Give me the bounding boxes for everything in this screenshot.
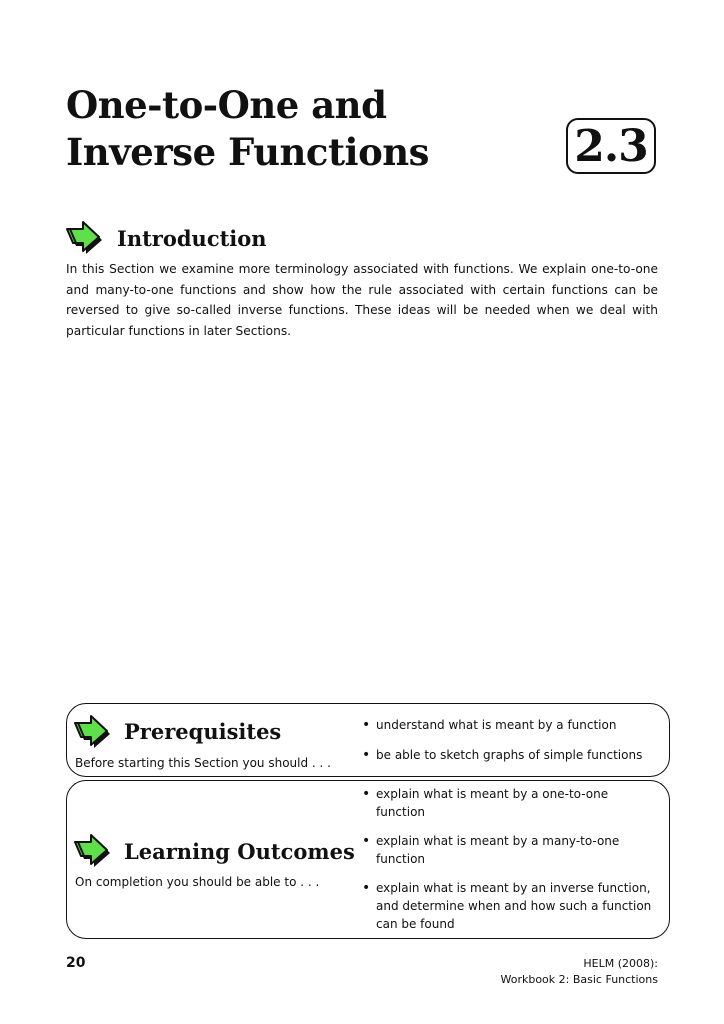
page-title <box>66 82 429 176</box>
learning-outcomes-heading: Learning Outcomes <box>124 839 355 864</box>
title-line-2: Inverse Functions <box>66 130 429 174</box>
green-arrow-icon <box>66 220 106 256</box>
learning-outcomes-list <box>360 785 652 933</box>
list-item: • understand what is meant by a function <box>360 716 660 734</box>
learning-outcomes-subtext: On completion you should be able to . . . <box>75 875 320 889</box>
list-item: • explain what is meant by a one-to-one function <box>360 785 652 821</box>
section-number-badge: 2.3 <box>566 118 656 174</box>
list-item: • explain what is meant by an inverse function, and determine when and how such a function can be found <box>360 879 652 933</box>
prerequisites-heading: Prerequisites <box>124 719 282 744</box>
green-arrow-icon <box>74 833 114 869</box>
footer-citation <box>500 956 658 988</box>
prerequisites-list <box>360 716 660 764</box>
introduction-text: In this Section we examine more terminology associated with functions. We explain one-to-one and many-to-one functions and show how the rule associated with certain functions can be reversed to give so-called inverse functions. These ideas will be needed when we deal with particular functions in later Sections. <box>66 262 658 338</box>
footer-line-1: HELM (2008): <box>583 957 658 970</box>
title-line-1: One-to-One and <box>66 83 387 127</box>
list-item: • explain what is meant by a many-to-one function <box>360 832 652 868</box>
footer-line-2: Workbook 2: Basic Functions <box>500 973 658 986</box>
introduction-heading: Introduction <box>117 226 267 251</box>
green-arrow-icon <box>74 714 114 750</box>
list-item: • be able to sketch graphs of simple functions <box>360 746 660 764</box>
prerequisites-subtext: Before starting this Section you should . . . <box>75 756 331 770</box>
page-number: 20 <box>66 955 86 971</box>
